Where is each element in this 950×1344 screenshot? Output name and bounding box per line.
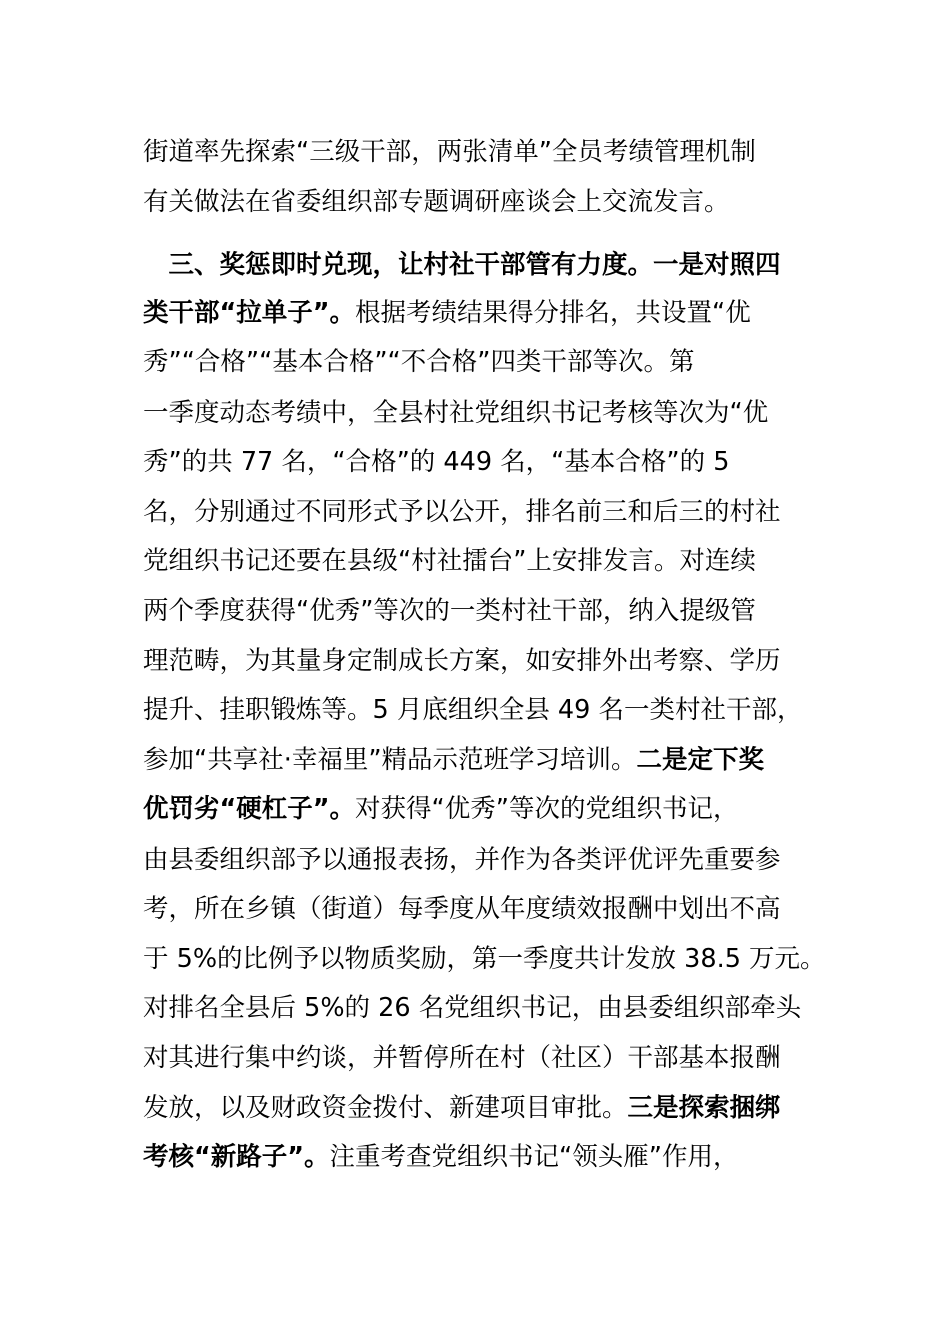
text-run: 参加“共享社·幸福里”精品示范班学习培训。 (143, 745, 637, 775)
text-line (143, 187, 823, 217)
text-run: 街道率先探索“三级干部，两张清单”全员考绩管理机制 (143, 137, 756, 167)
text-line (143, 347, 823, 377)
text-run: 发放，以及财政资金拨付、新建项目审批。 (143, 1093, 628, 1123)
text-line (143, 1043, 823, 1073)
text-run: 秀”“合格”“基本合格”“不合格”四类干部等次。第 (143, 347, 695, 377)
text-line (143, 944, 826, 974)
text-run: 对排名全县后 5%的 26 名党组织书记，由县委组织部牵头 (143, 993, 802, 1023)
text-run: 党组织书记还要在县级“村社擂台”上安排发言。对连续 (143, 546, 756, 576)
text-run: 注重考查党组织书记“领头雁”作用， (329, 1142, 739, 1172)
text-line (143, 646, 823, 676)
text-run: 两个季度获得“优秀”等次的一类村社干部，纳入提级管 (143, 596, 756, 626)
text-run: 考，所在乡镇（街道）每季度从年度绩效报酬中划出不高 (143, 894, 781, 924)
text-run: 对获得“优秀”等次的党组织书记， (355, 794, 739, 824)
text-line (143, 845, 823, 875)
text-line (143, 894, 823, 924)
text-line (143, 398, 823, 428)
text-line (143, 1142, 823, 1172)
text-run: 一季度动态考绩中，全县村社党组织书记考核等次为“优 (143, 398, 769, 428)
text-run: 名，分别通过不同形式予以公开，排名前三和后三的村社 (143, 497, 781, 527)
text-run: 提升、挂职锻炼等。5 月底组织全县 49 名一类村社干部， (143, 695, 803, 725)
bold-heading-run: 三、奖惩即时兑现，让村社干部管有力度。一是对照四 (143, 250, 781, 280)
text-run: 对其进行集中约谈，并暂停所在村（社区）干部基本报酬 (143, 1043, 781, 1073)
text-run: 有关做法在省委组织部专题调研座谈会上交流发言。 (143, 187, 730, 217)
text-line (143, 794, 823, 824)
text-line (143, 298, 823, 328)
text-line (143, 137, 823, 167)
text-line (143, 695, 823, 725)
bold-run: 考核“新路子”。 (143, 1142, 330, 1172)
bold-run: 优罚劣“硬杠子”。 (143, 794, 356, 824)
text-run: 于 5%的比例予以物质奖励，第一季度共计发放 38.5 万元。 (143, 944, 826, 974)
text-run: 理范畴，为其量身定制成长方案，如安排外出考察、学历 (143, 646, 781, 676)
bold-run: 三是探索捆绑 (627, 1093, 781, 1123)
text-run: 根据考绩结果得分排名，共设置“优 (355, 298, 751, 328)
text-line (143, 497, 823, 527)
bold-run: 类干部“拉单子”。 (143, 298, 356, 328)
text-line (143, 1093, 823, 1123)
text-run: 秀”的共 77 名，“合格”的 449 名，“基本合格”的 5 (143, 447, 730, 477)
bold-run: 二是定下奖 (636, 745, 765, 775)
section-heading-line (143, 250, 823, 280)
text-line (143, 596, 823, 626)
text-line (143, 546, 823, 576)
text-line (143, 447, 823, 477)
text-line (143, 745, 823, 775)
text-run: 由县委组织部予以通报表扬，并作为各类评优评先重要参 (143, 845, 781, 875)
text-line (143, 993, 823, 1023)
